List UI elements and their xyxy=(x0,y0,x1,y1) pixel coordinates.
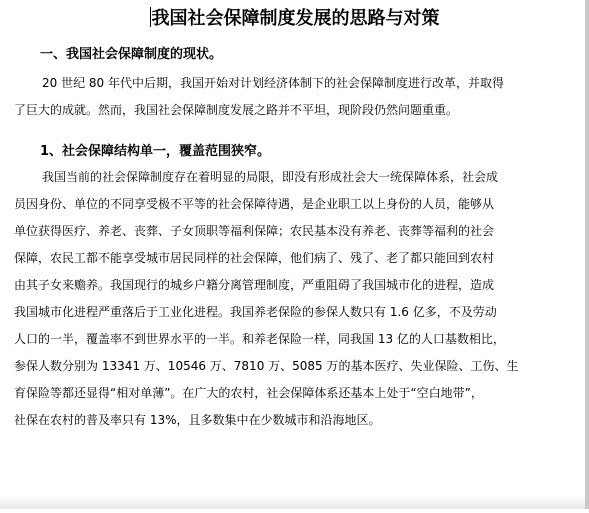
paragraph-line: 了巨大的成就。然而，我国社会保障制度发展之路并不平坦，现阶段仍然问题重重。 xyxy=(14,103,459,117)
paragraph-line: 我国城市化进程严重落后于工业化进程。我国养老保险的参保人数只有 1.6 亿多，不及劳动 xyxy=(14,305,497,319)
paragraph-structure[interactable] xyxy=(14,164,570,434)
section-heading-structure[interactable]: 1、社会保障结构单一，覆盖范围狭窄。 xyxy=(40,144,271,159)
paragraph-line: 我国当前的社会保障制度存在着明显的局限，即没有形成社会大一统保障体系，社会成 xyxy=(42,170,499,184)
section-heading-status[interactable]: 一、我国社会保障制度的现状。 xyxy=(40,47,223,62)
paragraph-line: 参保人数分别为 13341 万、10546 万、7810 万、5085 万的基本医疗、失业保险、工伤、生 xyxy=(14,359,519,373)
paragraph-line: 由其子女来赡养。我国现行的城乡户籍分离管理制度，严重阻碍了我国城市化的进程，造成 xyxy=(14,278,495,292)
paragraph-line: 育保险等都还显得“相对单薄”。在广大的农村，社会保障体系还基本上处于“空白地带”， xyxy=(14,386,483,400)
document-title[interactable]: 我国社会保障制度发展的思路与对策 xyxy=(151,8,440,29)
paragraph-line: 人口的一半，覆盖率不到世界水平的一半。和养老保险一样，同我国 13 亿的人口基数相比， xyxy=(14,332,505,346)
paragraph-line: 保障，农民工都不能享受城市居民同样的社会保障，他们病了、残了、老了都只能回到农村 xyxy=(14,251,495,265)
paragraph-line: 社保在农村的普及率只有 13%，且多数集中在少数城市和沿海地区。 xyxy=(14,413,381,427)
paragraph-line: 单位获得医疗、养老、丧葬、子女顶职等福利保障；农民基本没有养老、丧葬等福利的社会 xyxy=(14,224,495,238)
paragraph-status[interactable] xyxy=(14,70,570,124)
document-title-line xyxy=(0,6,589,32)
paragraph-line: 20 世纪 80 年代中后期，我国开始对计划经济体制下的社会保障制度进行改革，并取得 xyxy=(42,76,504,90)
paragraph-line: 员因身份、单位的不同享受极不平等的社会保障待遇，是企业职工以上身份的人员，能够从 xyxy=(14,197,495,211)
page-right-edge xyxy=(585,0,589,509)
text-cursor xyxy=(150,7,151,27)
page-bottom-edge xyxy=(0,495,589,509)
